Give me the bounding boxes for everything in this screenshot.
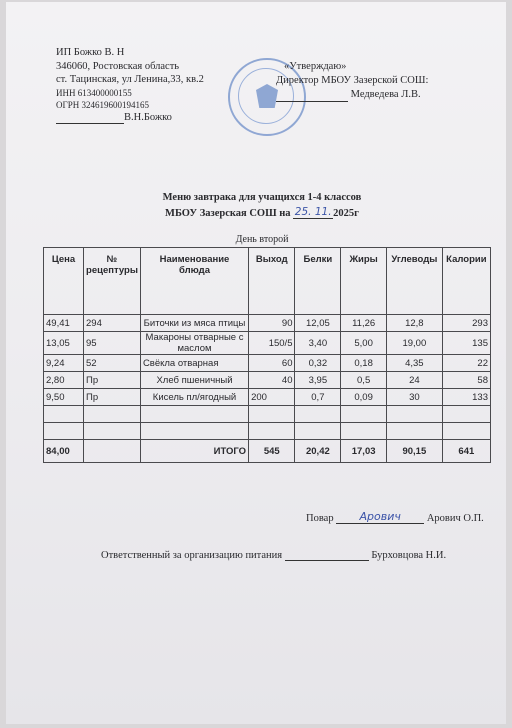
school-name: МБОУ Зазерская СОШ на: [165, 208, 291, 219]
header-protein: Белки: [295, 248, 341, 315]
total-portion: 545: [249, 440, 295, 463]
table-row: [44, 315, 491, 332]
total-calories: 641: [442, 440, 490, 463]
cook-handwritten-signature: Арович: [359, 510, 401, 523]
contractor-name: ИП Божко В. Н: [56, 47, 125, 58]
contractor-address-2: ст. Тацинская, ул Ленина,33, кв.2: [56, 74, 204, 85]
cell-fat: 11,26: [341, 315, 387, 332]
cell-recipe: 52: [84, 355, 141, 372]
total-recipe: [84, 440, 141, 463]
cell-carbs: 24: [386, 372, 442, 389]
cell-calories: 22: [442, 355, 490, 372]
cell-portion: 40: [249, 372, 295, 389]
cell-protein: 0,7: [295, 389, 341, 406]
cell-portion: 200: [249, 389, 295, 406]
cook-signature-line: [336, 510, 424, 524]
menu-table: [43, 247, 491, 463]
total-price: 84,00: [44, 440, 84, 463]
header-dish: Наименование блюда: [140, 248, 248, 315]
header-recipe: № рецептуры: [84, 248, 141, 315]
day-label: День второй: [235, 234, 289, 245]
cell-fat: 0,09: [341, 389, 387, 406]
header-calories: Калории: [442, 248, 490, 315]
cook-label: Повар: [306, 513, 334, 524]
table-row: [44, 355, 491, 372]
year-suffix: 2025г: [333, 208, 359, 219]
total-label: ИТОГО: [140, 440, 248, 463]
table-total-row: [44, 440, 491, 463]
cell-portion: 150/5: [249, 332, 295, 355]
total-carbs: 90,15: [386, 440, 442, 463]
cell-carbs: 12,8: [386, 315, 442, 332]
cell-dish: Макароны отварные с маслом: [140, 332, 248, 355]
table-header-row: [44, 248, 491, 315]
cell-dish: Свёкла отварная: [140, 355, 248, 372]
cell-calories: 293: [442, 315, 490, 332]
responsible-name: Бурховцова Н.И.: [371, 550, 447, 561]
menu-title: Меню завтрака для учащихся 1-4 классов: [162, 192, 362, 203]
approval-title: «Утверждаю»: [284, 61, 347, 72]
cell-protein: 3,40: [295, 332, 341, 355]
cell-portion: 90: [249, 315, 295, 332]
table-row: [44, 332, 491, 355]
cell-carbs: 4,35: [386, 355, 442, 372]
contractor-ogrn: ОГРН 324619600194165: [56, 99, 149, 110]
cell-price: 2,80: [44, 372, 84, 389]
cell-price: 49,41: [44, 315, 84, 332]
table-row: [44, 389, 491, 406]
menu-title-school: [6, 206, 512, 219]
cell-fat: 0,5: [341, 372, 387, 389]
cell-carbs: 19,00: [386, 332, 442, 355]
header-portion: Выход: [249, 248, 295, 315]
responsible-label: Ответственный за организацию питания: [101, 550, 283, 561]
table-row-empty: [44, 423, 491, 440]
contractor-signer: В.Н.Божко: [124, 111, 172, 123]
approval-block: [276, 60, 428, 102]
cook-name: Арович О.П.: [426, 513, 484, 524]
responsible-signature-block: [101, 548, 446, 561]
cell-portion: 60: [249, 355, 295, 372]
contractor-inn: ИНН 613400000155: [56, 87, 132, 98]
cell-fat: 0,18: [341, 355, 387, 372]
contractor-signature-line: [56, 112, 124, 124]
cell-price: 9,24: [44, 355, 84, 372]
cell-recipe: 294: [84, 315, 141, 332]
cell-recipe: Пр: [84, 372, 141, 389]
approval-position: Директор МБОУ Зазерской СОШ:: [276, 75, 429, 86]
cell-price: 13,05: [44, 332, 84, 355]
cell-recipe: Пр: [84, 389, 141, 406]
cell-price: 9,50: [44, 389, 84, 406]
contractor-block: [56, 46, 204, 124]
cell-calories: 58: [442, 372, 490, 389]
table-row: [44, 372, 491, 389]
cell-dish: Хлеб пшеничный: [140, 372, 248, 389]
header-price: Цена: [44, 248, 84, 315]
paper-sheet: [6, 2, 506, 724]
cell-dish: Кисель пл/ягодный: [140, 389, 248, 406]
contractor-address-1: 346060, Ростовская область: [56, 60, 180, 72]
cell-carbs: 30: [386, 389, 442, 406]
cell-dish: Биточки из мяса птицы: [140, 315, 248, 332]
cell-protein: 12,05: [295, 315, 341, 332]
table-row-empty: [44, 406, 491, 423]
total-protein: 20,42: [295, 440, 341, 463]
responsible-signature-line: [285, 548, 369, 561]
cell-protein: 0,32: [295, 355, 341, 372]
header-carbs: Углеводы: [386, 248, 442, 315]
cell-recipe: 95: [84, 332, 141, 355]
cell-fat: 5,00: [341, 332, 387, 355]
cell-protein: 3,95: [295, 372, 341, 389]
cook-signature-block: [306, 510, 484, 524]
header-fat: Жиры: [341, 248, 387, 315]
handwritten-date: 25. 11.: [294, 206, 332, 218]
cell-calories: 133: [442, 389, 490, 406]
cell-calories: 135: [442, 332, 490, 355]
approver-signature-line: [276, 90, 348, 102]
approver-name: Медведева Л.В.: [350, 89, 421, 100]
total-fat: 17,03: [341, 440, 387, 463]
